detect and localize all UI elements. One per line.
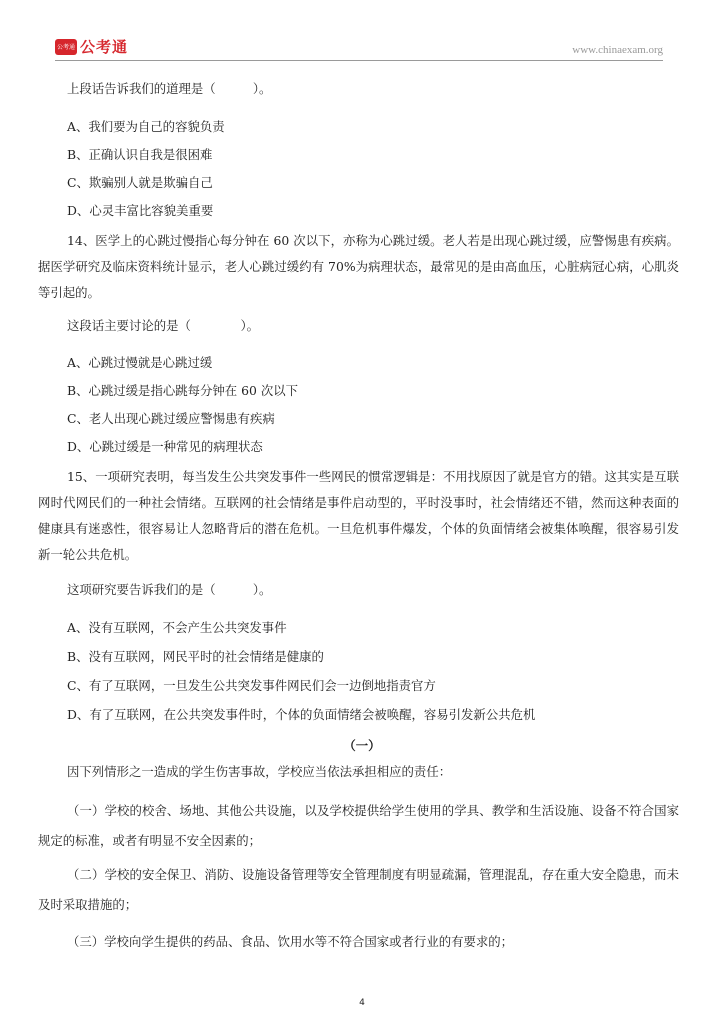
- section-item-1: （一）学校的校舍、场地、其他公共设施，以及学校提供给学生使用的学具、教学和生活设施、设备不符合国家规定的标准，或者有明显不安全因素的；: [38, 803, 679, 848]
- q14-option-c: C、老人出现心跳过缓应警惕患有疾病: [67, 411, 275, 426]
- q14-passage: 14、医学上的心跳过慢指心每分钟在 60 次以下，亦称为心跳过缓。老人若是出现心跳过缓，应警惕患有疾病。据医学研究及临床资料统计显示，老人心跳过缓约有 70%为病理状态，最常见的是由高血压，心脏病冠心病，心肌炎等引起的。: [38, 233, 679, 300]
- q15-option-c: C、有了互联网，一旦发生公共突发事件网民们会一边倒地指责官方: [67, 678, 436, 693]
- section-intro: 因下列情形之一造成的学生伤害事故，学校应当依法承担相应的责任：: [67, 764, 452, 779]
- q13-stem: 上段话告诉我们的道理是（ ）。: [67, 81, 272, 96]
- q14-stem: 这段话主要讨论的是（ ）。: [67, 318, 260, 333]
- section-item-2: （二）学校的安全保卫、消防、设施设备管理等安全管理制度有明显疏漏，管理混乱，存在重大安全隐患，而未及时采取措施的；: [38, 867, 679, 912]
- q15-option-d: D、有了互联网，在公共突发事件时，个体的负面情绪会被唤醒，容易引发新公共危机: [67, 707, 536, 722]
- site-url[interactable]: www.chinaexam.org: [572, 44, 663, 56]
- section-heading: （一）: [343, 738, 381, 753]
- logo[interactable]: [55, 36, 128, 57]
- q13-option-d: D、心灵丰富比容貌美重要: [67, 203, 214, 218]
- q13-option-b: B、正确认识自我是很困难: [67, 147, 213, 162]
- q14-option-d: D、心跳过缓是一种常见的病理状态: [67, 439, 263, 454]
- q13-option-a: A、我们要为自己的容貌负责: [67, 119, 225, 134]
- section-item-3: （三）学校向学生提供的药品、食品、饮用水等不符合国家或者行业的有要求的；: [67, 934, 514, 949]
- page-header: [55, 34, 663, 61]
- q13-option-c: C、欺骗别人就是欺骗自己: [67, 175, 213, 190]
- q15-passage: 15、一项研究表明，每当发生公共突发事件一些网民的惯常逻辑是：不用找原因了就是官方的错。这其实是互联网时代网民们的一种社会情绪。互联网的社会情绪是事件启动型的，平时没事时，社会情绪还不错，然而这种表面的健康具有迷惑性，很容易让人忽略背后的潜在危机。一旦危机事件爆发，个体的负面情绪会被集体唤醒，很容易引发新一轮公共危机。: [38, 469, 679, 562]
- q15-option-b: B、没有互联网，网民平时的社会情绪是健康的: [67, 649, 324, 664]
- logo-icon: 公考通: [55, 39, 77, 55]
- q15-stem: 这项研究要告诉我们的是（ ）。: [67, 582, 272, 597]
- q14-option-a: A、心跳过慢就是心跳过缓: [67, 355, 213, 370]
- page-number: 4: [359, 998, 365, 1008]
- logo-text: 公考通: [80, 38, 129, 56]
- q15-option-a: A、没有互联网，不会产生公共突发事件: [67, 620, 287, 635]
- q14-option-b: B、心跳过缓是指心跳每分钟在 60 次以下: [67, 383, 298, 398]
